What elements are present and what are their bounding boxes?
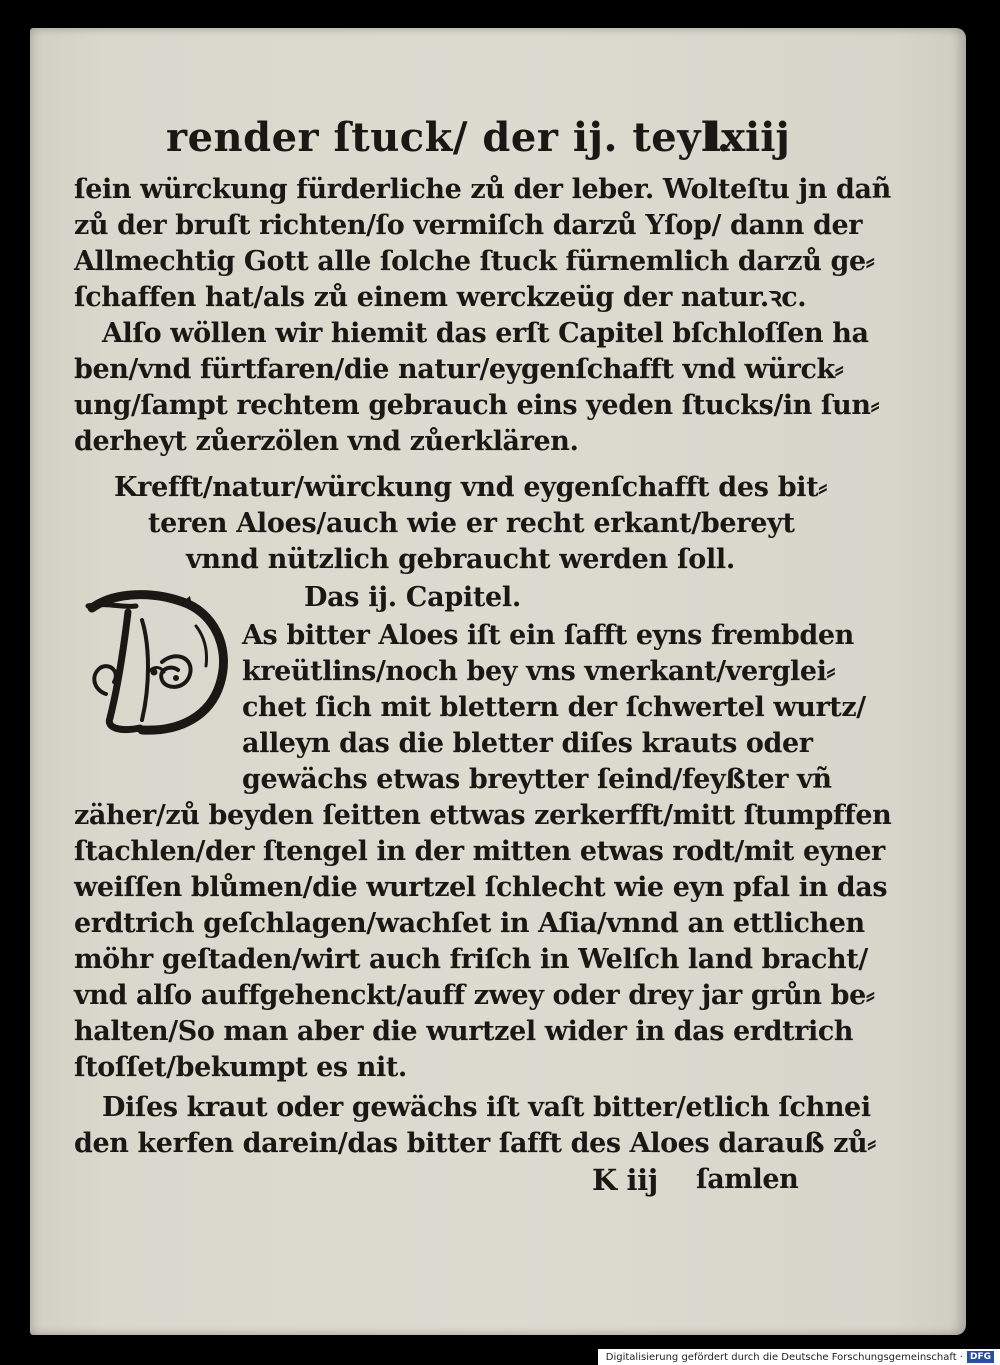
footer-credit: Digitalisierung gefördert durch die Deutsche Forschungsgemeinschaft ·: [605, 1351, 963, 1363]
catchword: ſamlen: [696, 1164, 799, 1195]
chapter-text-line: halten/So man aber die wurtzel wider in das erdtrich: [74, 1016, 854, 1047]
chapter-text-line: den kerfen darein/das bitter ſafft des Aloes darauß zů⸗: [74, 1128, 876, 1159]
text-line: zů der bruſt richten/ſo vermiſch darzů Yſop/ dann der: [74, 210, 863, 241]
chapter-text-line: vnd alſo auffgehenckt/auff zwey oder drey jar grůn be⸗: [74, 980, 875, 1011]
signature-mark: K iij: [592, 1163, 658, 1197]
text-line: Alſo wöllen wir hiemit das erſt Capitel bſchloſſen ha: [102, 318, 869, 349]
section-heading-line: vnnd nützlich gebraucht werden ſoll.: [186, 544, 735, 575]
chapter-text-line: Diſes kraut oder gewächs iſt vaſt bitter/etlich ſchnei: [102, 1092, 871, 1123]
text-line: ung/ſampt rechtem gebrauch eins yeden ſtucks/in ſun⸗: [74, 390, 880, 421]
footer-bar: [598, 1349, 1000, 1365]
decorated-initial-D-icon: [84, 586, 234, 736]
chapter-text-line: alleyn das die bletter diſes krauts oder: [242, 728, 813, 759]
chapter-text-line: möhr geſtaden/wirt auch friſch in Welſch land bracht/: [74, 944, 868, 975]
chapter-text-line: weiſſen blůmen/die wurtzel ſchlecht wie eyn pfal in das: [74, 872, 888, 903]
folio-number: lxiij: [706, 114, 790, 161]
chapter-text-line: As bitter Aloes iſt ein ſafft eyns frembden: [242, 620, 854, 651]
section-heading-line: teren Aloes/auch wie er recht erkant/bereyt: [148, 508, 795, 539]
chapter-text-line: ſtoſſet/bekumpt es nit.: [74, 1052, 407, 1083]
text-line: ſein würckung fürderliche zů der leber. Wolteſtu jn dañ: [74, 174, 891, 205]
text-line: derheyt zůerzölen vnd zůerklären.: [74, 426, 579, 457]
running-head: render ſtuck/ der ij. teyl.: [166, 114, 732, 161]
chapter-label: Das ij. Capitel.: [304, 582, 521, 613]
chapter-text-line: kreütlins/noch bey vns vnerkant/verglei⸗: [242, 656, 836, 687]
section-heading-line: Krefft/natur/würckung vnd eygenſchafft des bit⸗: [114, 472, 828, 503]
dfg-logo-icon: DFG: [967, 1351, 994, 1363]
text-line: ben/vnd fürtfaren/die natur/eygenſchafft vnd würck⸗: [74, 354, 844, 385]
text-line: Allmechtig Gott alle ſolche ſtuck fürnemlich darzů ge⸗: [74, 246, 875, 277]
chapter-text-line: zäher/zů beyden ſeitten ettwas zerkerfft/mitt ſtumpffen: [74, 800, 892, 831]
chapter-text-line: erdtrich geſchlagen/wachſet in Aſia/vnnd an ettlichen: [74, 908, 865, 939]
chapter-text-line: ſtachlen/der ſtengel in der mitten etwas rodt/mit eyner: [74, 836, 885, 867]
text-line: ſchaffen hat/als zů einem werckzeüg der natur.ꝛc.: [74, 282, 807, 313]
chapter-text-line: gewächs etwas breytter ſeind/feyßter vñ: [242, 764, 832, 795]
chapter-text-line: chet ſich mit blettern der ſchwertel wurtz/: [242, 692, 866, 723]
